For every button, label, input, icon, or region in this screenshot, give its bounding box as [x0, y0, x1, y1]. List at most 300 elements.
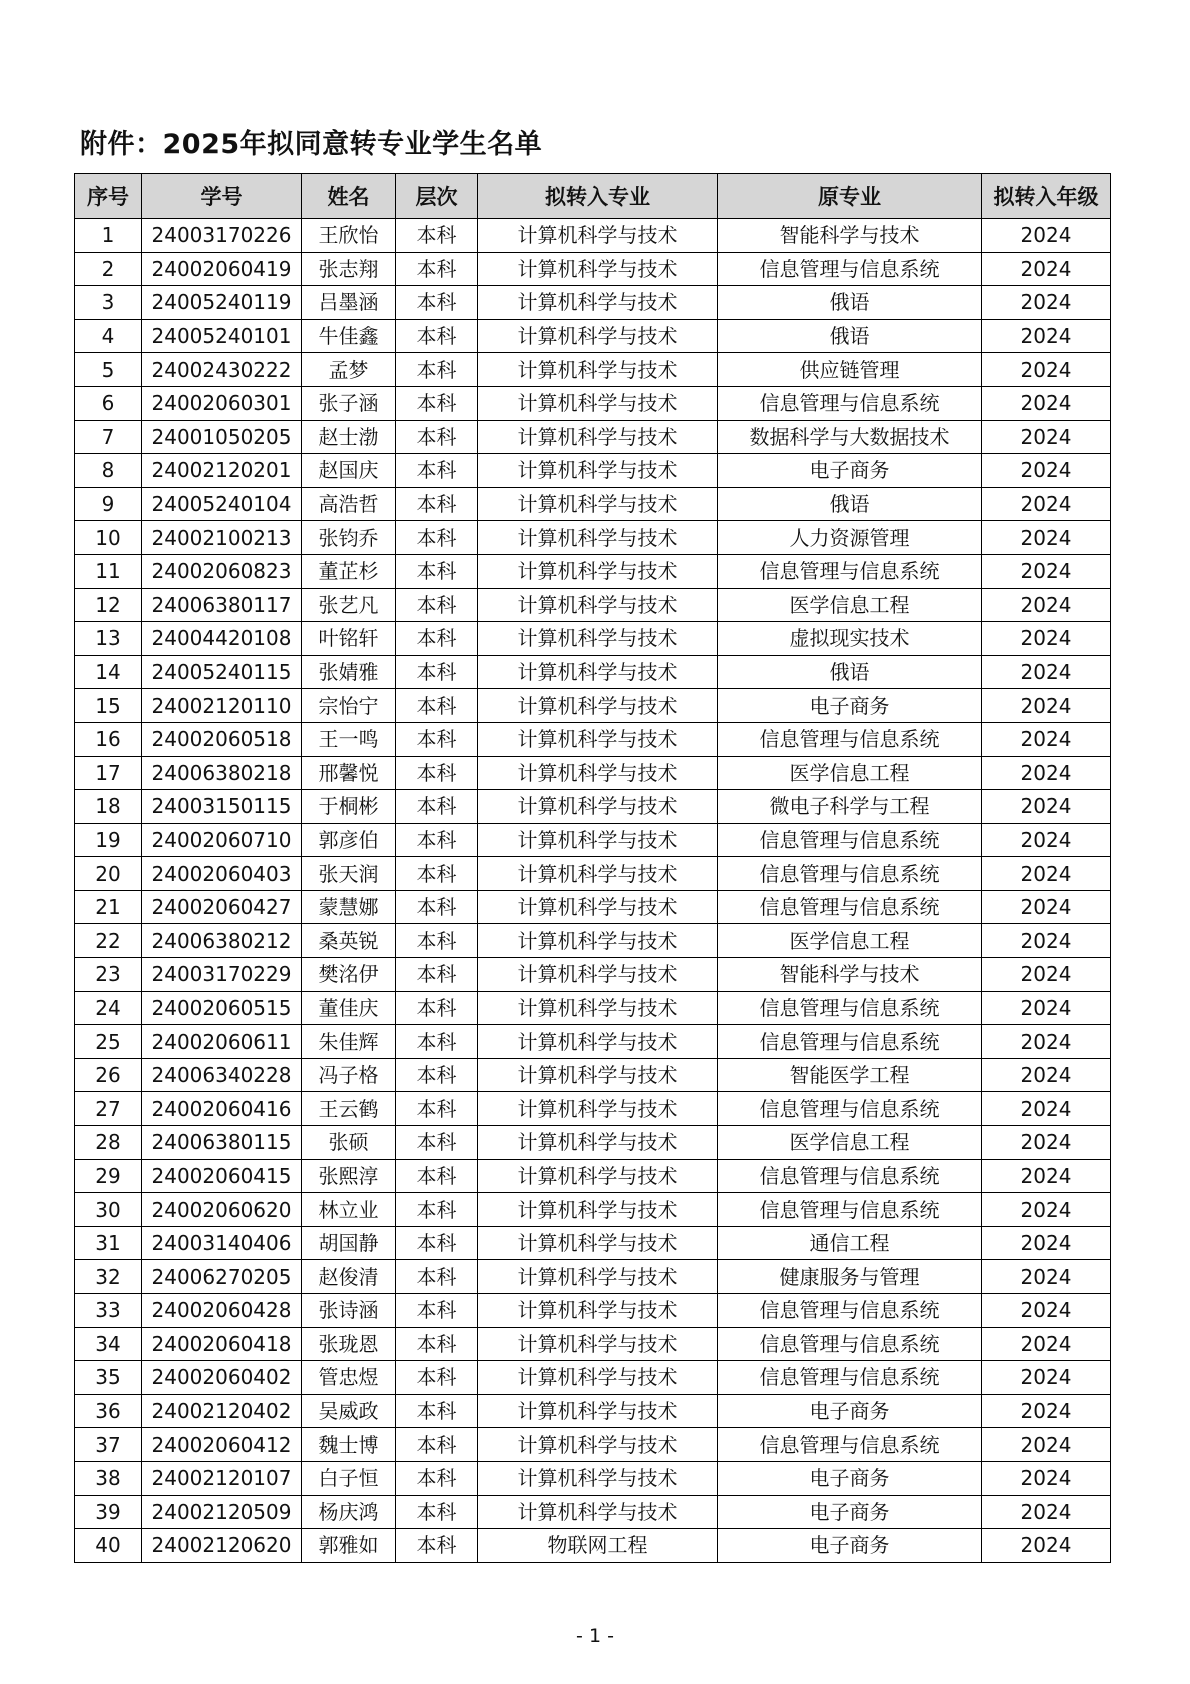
cell-original-major: 信息管理与信息系统	[718, 1025, 982, 1059]
cell-target-major: 计算机科学与技术	[478, 890, 718, 924]
cell-target-major: 计算机科学与技术	[478, 1327, 718, 1361]
table-row	[75, 1461, 1111, 1495]
cell-name: 张钧乔	[302, 521, 396, 555]
cell-seq: 27	[75, 1092, 142, 1126]
cell-grade: 2024	[982, 1394, 1111, 1428]
table-row	[75, 1226, 1111, 1260]
cell-student-id: 24002060403	[142, 857, 302, 891]
cell-name: 蒙慧娜	[302, 890, 396, 924]
cell-level: 本科	[396, 1294, 478, 1328]
cell-target-major: 计算机科学与技术	[478, 219, 718, 253]
cell-grade: 2024	[982, 252, 1111, 286]
cell-seq: 15	[75, 689, 142, 723]
table-row	[75, 1159, 1111, 1193]
column-header-level: 层次	[396, 174, 478, 219]
cell-name: 吕墨涵	[302, 286, 396, 320]
cell-level: 本科	[396, 1327, 478, 1361]
table-row	[75, 991, 1111, 1025]
cell-level: 本科	[396, 1529, 478, 1563]
cell-seq: 1	[75, 219, 142, 253]
table-row	[75, 1294, 1111, 1328]
cell-student-id: 24002060427	[142, 890, 302, 924]
cell-original-major: 信息管理与信息系统	[718, 857, 982, 891]
cell-name: 赵俊清	[302, 1260, 396, 1294]
cell-original-major: 信息管理与信息系统	[718, 823, 982, 857]
cell-grade: 2024	[982, 857, 1111, 891]
cell-target-major: 计算机科学与技术	[478, 386, 718, 420]
cell-target-major: 计算机科学与技术	[478, 1394, 718, 1428]
table-row	[75, 790, 1111, 824]
cell-student-id: 24002120110	[142, 689, 302, 723]
cell-seq: 14	[75, 655, 142, 689]
cell-name: 赵士渤	[302, 420, 396, 454]
cell-original-major: 电子商务	[718, 1529, 982, 1563]
cell-grade: 2024	[982, 1294, 1111, 1328]
cell-grade: 2024	[982, 622, 1111, 656]
cell-name: 张熙淳	[302, 1159, 396, 1193]
cell-level: 本科	[396, 1394, 478, 1428]
cell-name: 张天润	[302, 857, 396, 891]
cell-student-id: 24002060710	[142, 823, 302, 857]
table-row	[75, 252, 1111, 286]
cell-seq: 8	[75, 454, 142, 488]
cell-original-major: 电子商务	[718, 454, 982, 488]
cell-level: 本科	[396, 1025, 478, 1059]
cell-name: 张子涵	[302, 386, 396, 420]
column-header-target-major: 拟转入专业	[478, 174, 718, 219]
cell-name: 叶铭轩	[302, 622, 396, 656]
cell-student-id: 24006270205	[142, 1260, 302, 1294]
cell-target-major: 计算机科学与技术	[478, 1025, 718, 1059]
cell-name: 高浩哲	[302, 487, 396, 521]
cell-level: 本科	[396, 1361, 478, 1395]
cell-student-id: 24002060428	[142, 1294, 302, 1328]
cell-name: 冯子格	[302, 1058, 396, 1092]
cell-name: 郭彦伯	[302, 823, 396, 857]
cell-level: 本科	[396, 454, 478, 488]
cell-original-major: 虚拟现实技术	[718, 622, 982, 656]
cell-level: 本科	[396, 1461, 478, 1495]
table-header-row	[75, 174, 1111, 219]
table-row	[75, 1529, 1111, 1563]
cell-target-major: 计算机科学与技术	[478, 1294, 718, 1328]
table-row	[75, 1495, 1111, 1529]
cell-grade: 2024	[982, 924, 1111, 958]
table-row	[75, 722, 1111, 756]
cell-student-id: 24006380115	[142, 1126, 302, 1160]
cell-original-major: 信息管理与信息系统	[718, 722, 982, 756]
cell-seq: 17	[75, 756, 142, 790]
cell-name: 王云鹤	[302, 1092, 396, 1126]
cell-student-id: 24006380212	[142, 924, 302, 958]
cell-seq: 2	[75, 252, 142, 286]
cell-level: 本科	[396, 252, 478, 286]
cell-seq: 19	[75, 823, 142, 857]
cell-grade: 2024	[982, 689, 1111, 723]
cell-student-id: 24002060823	[142, 554, 302, 588]
cell-target-major: 计算机科学与技术	[478, 420, 718, 454]
cell-name: 牛佳鑫	[302, 319, 396, 353]
cell-student-id: 24003150115	[142, 790, 302, 824]
cell-student-id: 24003170229	[142, 958, 302, 992]
cell-grade: 2024	[982, 1495, 1111, 1529]
cell-student-id: 24002430222	[142, 353, 302, 387]
cell-original-major: 医学信息工程	[718, 924, 982, 958]
cell-level: 本科	[396, 790, 478, 824]
cell-level: 本科	[396, 1428, 478, 1462]
table-body	[75, 219, 1111, 1563]
table-row	[75, 386, 1111, 420]
cell-seq: 29	[75, 1159, 142, 1193]
cell-target-major: 计算机科学与技术	[478, 319, 718, 353]
cell-name: 张婧雅	[302, 655, 396, 689]
cell-grade: 2024	[982, 1159, 1111, 1193]
table-row	[75, 756, 1111, 790]
cell-level: 本科	[396, 958, 478, 992]
cell-original-major: 信息管理与信息系统	[718, 1193, 982, 1227]
cell-name: 郭雅如	[302, 1529, 396, 1563]
cell-seq: 10	[75, 521, 142, 555]
cell-grade: 2024	[982, 1025, 1111, 1059]
cell-student-id: 24002100213	[142, 521, 302, 555]
cell-target-major: 计算机科学与技术	[478, 655, 718, 689]
cell-level: 本科	[396, 689, 478, 723]
cell-grade: 2024	[982, 991, 1111, 1025]
cell-student-id: 24002120402	[142, 1394, 302, 1428]
cell-student-id: 24002060415	[142, 1159, 302, 1193]
cell-grade: 2024	[982, 790, 1111, 824]
cell-seq: 39	[75, 1495, 142, 1529]
cell-target-major: 计算机科学与技术	[478, 991, 718, 1025]
cell-seq: 21	[75, 890, 142, 924]
cell-name: 吴威政	[302, 1394, 396, 1428]
cell-grade: 2024	[982, 319, 1111, 353]
cell-target-major: 计算机科学与技术	[478, 1226, 718, 1260]
table-row	[75, 1092, 1111, 1126]
cell-level: 本科	[396, 554, 478, 588]
cell-level: 本科	[396, 219, 478, 253]
cell-original-major: 信息管理与信息系统	[718, 1327, 982, 1361]
cell-original-major: 俄语	[718, 286, 982, 320]
cell-name: 宗怡宁	[302, 689, 396, 723]
cell-student-id: 24002060402	[142, 1361, 302, 1395]
cell-target-major: 计算机科学与技术	[478, 1428, 718, 1462]
table-row	[75, 924, 1111, 958]
cell-student-id: 24006340228	[142, 1058, 302, 1092]
cell-seq: 33	[75, 1294, 142, 1328]
cell-target-major: 计算机科学与技术	[478, 588, 718, 622]
cell-seq: 9	[75, 487, 142, 521]
cell-original-major: 信息管理与信息系统	[718, 1294, 982, 1328]
cell-target-major: 计算机科学与技术	[478, 554, 718, 588]
cell-target-major: 计算机科学与技术	[478, 286, 718, 320]
cell-seq: 26	[75, 1058, 142, 1092]
cell-original-major: 信息管理与信息系统	[718, 890, 982, 924]
cell-seq: 18	[75, 790, 142, 824]
cell-name: 樊洺伊	[302, 958, 396, 992]
cell-target-major: 物联网工程	[478, 1529, 718, 1563]
table-row	[75, 454, 1111, 488]
cell-grade: 2024	[982, 1092, 1111, 1126]
cell-student-id: 24005240119	[142, 286, 302, 320]
cell-grade: 2024	[982, 386, 1111, 420]
cell-target-major: 计算机科学与技术	[478, 1260, 718, 1294]
cell-grade: 2024	[982, 1461, 1111, 1495]
table-row	[75, 1394, 1111, 1428]
cell-target-major: 计算机科学与技术	[478, 1495, 718, 1529]
cell-name: 董佳庆	[302, 991, 396, 1025]
cell-original-major: 智能科学与技术	[718, 219, 982, 253]
column-header-original-major: 原专业	[718, 174, 982, 219]
cell-name: 胡国静	[302, 1226, 396, 1260]
cell-name: 王一鸣	[302, 722, 396, 756]
cell-seq: 12	[75, 588, 142, 622]
cell-target-major: 计算机科学与技术	[478, 1159, 718, 1193]
cell-original-major: 医学信息工程	[718, 756, 982, 790]
cell-original-major: 电子商务	[718, 1495, 982, 1529]
cell-level: 本科	[396, 487, 478, 521]
table-row	[75, 353, 1111, 387]
cell-name: 王欣怡	[302, 219, 396, 253]
cell-student-id: 24005240115	[142, 655, 302, 689]
cell-name: 于桐彬	[302, 790, 396, 824]
table-row	[75, 1193, 1111, 1227]
cell-seq: 16	[75, 722, 142, 756]
cell-original-major: 信息管理与信息系统	[718, 1092, 982, 1126]
cell-student-id: 24005240104	[142, 487, 302, 521]
table-row	[75, 958, 1111, 992]
cell-grade: 2024	[982, 1428, 1111, 1462]
cell-original-major: 信息管理与信息系统	[718, 991, 982, 1025]
cell-student-id: 24002120509	[142, 1495, 302, 1529]
cell-level: 本科	[396, 1159, 478, 1193]
cell-student-id: 24002060515	[142, 991, 302, 1025]
cell-original-major: 通信工程	[718, 1226, 982, 1260]
cell-name: 赵国庆	[302, 454, 396, 488]
cell-student-id: 24002120107	[142, 1461, 302, 1495]
cell-student-id: 24006380218	[142, 756, 302, 790]
cell-name: 董芷杉	[302, 554, 396, 588]
cell-level: 本科	[396, 890, 478, 924]
cell-level: 本科	[396, 588, 478, 622]
cell-original-major: 智能医学工程	[718, 1058, 982, 1092]
cell-seq: 30	[75, 1193, 142, 1227]
cell-grade: 2024	[982, 756, 1111, 790]
cell-name: 张珑恩	[302, 1327, 396, 1361]
cell-original-major: 电子商务	[718, 689, 982, 723]
cell-original-major: 俄语	[718, 655, 982, 689]
cell-grade: 2024	[982, 823, 1111, 857]
table-row	[75, 286, 1111, 320]
cell-name: 朱佳辉	[302, 1025, 396, 1059]
cell-grade: 2024	[982, 1260, 1111, 1294]
cell-target-major: 计算机科学与技术	[478, 454, 718, 488]
cell-level: 本科	[396, 1495, 478, 1529]
cell-student-id: 24002060412	[142, 1428, 302, 1462]
table-row	[75, 1327, 1111, 1361]
cell-seq: 7	[75, 420, 142, 454]
cell-seq: 20	[75, 857, 142, 891]
cell-grade: 2024	[982, 487, 1111, 521]
cell-target-major: 计算机科学与技术	[478, 1092, 718, 1126]
cell-grade: 2024	[982, 1361, 1111, 1395]
table-row	[75, 420, 1111, 454]
cell-grade: 2024	[982, 1327, 1111, 1361]
cell-target-major: 计算机科学与技术	[478, 924, 718, 958]
cell-original-major: 信息管理与信息系统	[718, 386, 982, 420]
cell-student-id: 24002120201	[142, 454, 302, 488]
cell-target-major: 计算机科学与技术	[478, 958, 718, 992]
cell-name: 魏士博	[302, 1428, 396, 1462]
cell-level: 本科	[396, 1260, 478, 1294]
cell-student-id: 24002060301	[142, 386, 302, 420]
cell-target-major: 计算机科学与技术	[478, 1126, 718, 1160]
cell-level: 本科	[396, 857, 478, 891]
cell-name: 张艺凡	[302, 588, 396, 622]
cell-level: 本科	[396, 756, 478, 790]
cell-seq: 34	[75, 1327, 142, 1361]
table-row	[75, 554, 1111, 588]
cell-target-major: 计算机科学与技术	[478, 857, 718, 891]
cell-student-id: 24002060620	[142, 1193, 302, 1227]
cell-target-major: 计算机科学与技术	[478, 823, 718, 857]
cell-grade: 2024	[982, 521, 1111, 555]
cell-original-major: 医学信息工程	[718, 1126, 982, 1160]
cell-student-id: 24002060418	[142, 1327, 302, 1361]
table-row	[75, 655, 1111, 689]
cell-original-major: 信息管理与信息系统	[718, 252, 982, 286]
cell-original-major: 智能科学与技术	[718, 958, 982, 992]
cell-seq: 13	[75, 622, 142, 656]
cell-seq: 40	[75, 1529, 142, 1563]
cell-grade: 2024	[982, 655, 1111, 689]
cell-level: 本科	[396, 823, 478, 857]
cell-grade: 2024	[982, 890, 1111, 924]
cell-seq: 24	[75, 991, 142, 1025]
cell-original-major: 俄语	[718, 487, 982, 521]
table-row	[75, 857, 1111, 891]
cell-seq: 5	[75, 353, 142, 387]
cell-seq: 25	[75, 1025, 142, 1059]
cell-grade: 2024	[982, 454, 1111, 488]
cell-grade: 2024	[982, 722, 1111, 756]
table-row	[75, 1260, 1111, 1294]
cell-level: 本科	[396, 1092, 478, 1126]
cell-seq: 38	[75, 1461, 142, 1495]
cell-grade: 2024	[982, 1126, 1111, 1160]
cell-target-major: 计算机科学与技术	[478, 252, 718, 286]
cell-seq: 23	[75, 958, 142, 992]
cell-student-id: 24002060518	[142, 722, 302, 756]
cell-name: 孟梦	[302, 353, 396, 387]
cell-original-major: 供应链管理	[718, 353, 982, 387]
cell-seq: 35	[75, 1361, 142, 1395]
cell-seq: 31	[75, 1226, 142, 1260]
cell-original-major: 人力资源管理	[718, 521, 982, 555]
cell-grade: 2024	[982, 1529, 1111, 1563]
column-header-student-id: 学号	[142, 174, 302, 219]
cell-student-id: 24003140406	[142, 1226, 302, 1260]
cell-grade: 2024	[982, 353, 1111, 387]
cell-target-major: 计算机科学与技术	[478, 790, 718, 824]
cell-level: 本科	[396, 286, 478, 320]
cell-seq: 37	[75, 1428, 142, 1462]
column-header-seq: 序号	[75, 174, 142, 219]
table-row	[75, 1025, 1111, 1059]
cell-original-major: 俄语	[718, 319, 982, 353]
page-title: 附件：2025年拟同意转专业学生名单	[80, 129, 543, 160]
column-header-grade: 拟转入年级	[982, 174, 1111, 219]
cell-grade: 2024	[982, 1226, 1111, 1260]
table-row	[75, 219, 1111, 253]
table-row	[75, 689, 1111, 723]
cell-student-id: 24002060419	[142, 252, 302, 286]
cell-student-id: 24005240101	[142, 319, 302, 353]
cell-name: 张诗涵	[302, 1294, 396, 1328]
cell-name: 杨庆鸿	[302, 1495, 396, 1529]
cell-seq: 28	[75, 1126, 142, 1160]
cell-target-major: 计算机科学与技术	[478, 487, 718, 521]
table-row	[75, 319, 1111, 353]
cell-target-major: 计算机科学与技术	[478, 756, 718, 790]
cell-original-major: 电子商务	[718, 1461, 982, 1495]
table-row	[75, 890, 1111, 924]
cell-seq: 11	[75, 554, 142, 588]
cell-original-major: 信息管理与信息系统	[718, 1361, 982, 1395]
cell-level: 本科	[396, 420, 478, 454]
cell-grade: 2024	[982, 1193, 1111, 1227]
cell-target-major: 计算机科学与技术	[478, 722, 718, 756]
cell-level: 本科	[396, 655, 478, 689]
table-row	[75, 588, 1111, 622]
cell-original-major: 医学信息工程	[718, 588, 982, 622]
table-row	[75, 521, 1111, 555]
cell-level: 本科	[396, 1126, 478, 1160]
cell-student-id: 24003170226	[142, 219, 302, 253]
cell-seq: 3	[75, 286, 142, 320]
cell-level: 本科	[396, 521, 478, 555]
cell-seq: 6	[75, 386, 142, 420]
table-row	[75, 1058, 1111, 1092]
cell-level: 本科	[396, 353, 478, 387]
cell-target-major: 计算机科学与技术	[478, 1058, 718, 1092]
cell-grade: 2024	[982, 1058, 1111, 1092]
cell-level: 本科	[396, 386, 478, 420]
cell-student-id: 24001050205	[142, 420, 302, 454]
cell-name: 邢馨悦	[302, 756, 396, 790]
cell-grade: 2024	[982, 554, 1111, 588]
cell-target-major: 计算机科学与技术	[478, 1361, 718, 1395]
cell-original-major: 电子商务	[718, 1394, 982, 1428]
cell-name: 张志翔	[302, 252, 396, 286]
cell-target-major: 计算机科学与技术	[478, 689, 718, 723]
cell-level: 本科	[396, 1226, 478, 1260]
cell-seq: 4	[75, 319, 142, 353]
cell-target-major: 计算机科学与技术	[478, 622, 718, 656]
cell-student-id: 24004420108	[142, 622, 302, 656]
cell-seq: 22	[75, 924, 142, 958]
cell-original-major: 数据科学与大数据技术	[718, 420, 982, 454]
column-header-name: 姓名	[302, 174, 396, 219]
cell-student-id: 24002120620	[142, 1529, 302, 1563]
cell-original-major: 信息管理与信息系统	[718, 554, 982, 588]
table-row	[75, 487, 1111, 521]
cell-level: 本科	[396, 722, 478, 756]
table-row	[75, 622, 1111, 656]
cell-grade: 2024	[982, 286, 1111, 320]
cell-grade: 2024	[982, 219, 1111, 253]
cell-original-major: 信息管理与信息系统	[718, 1159, 982, 1193]
